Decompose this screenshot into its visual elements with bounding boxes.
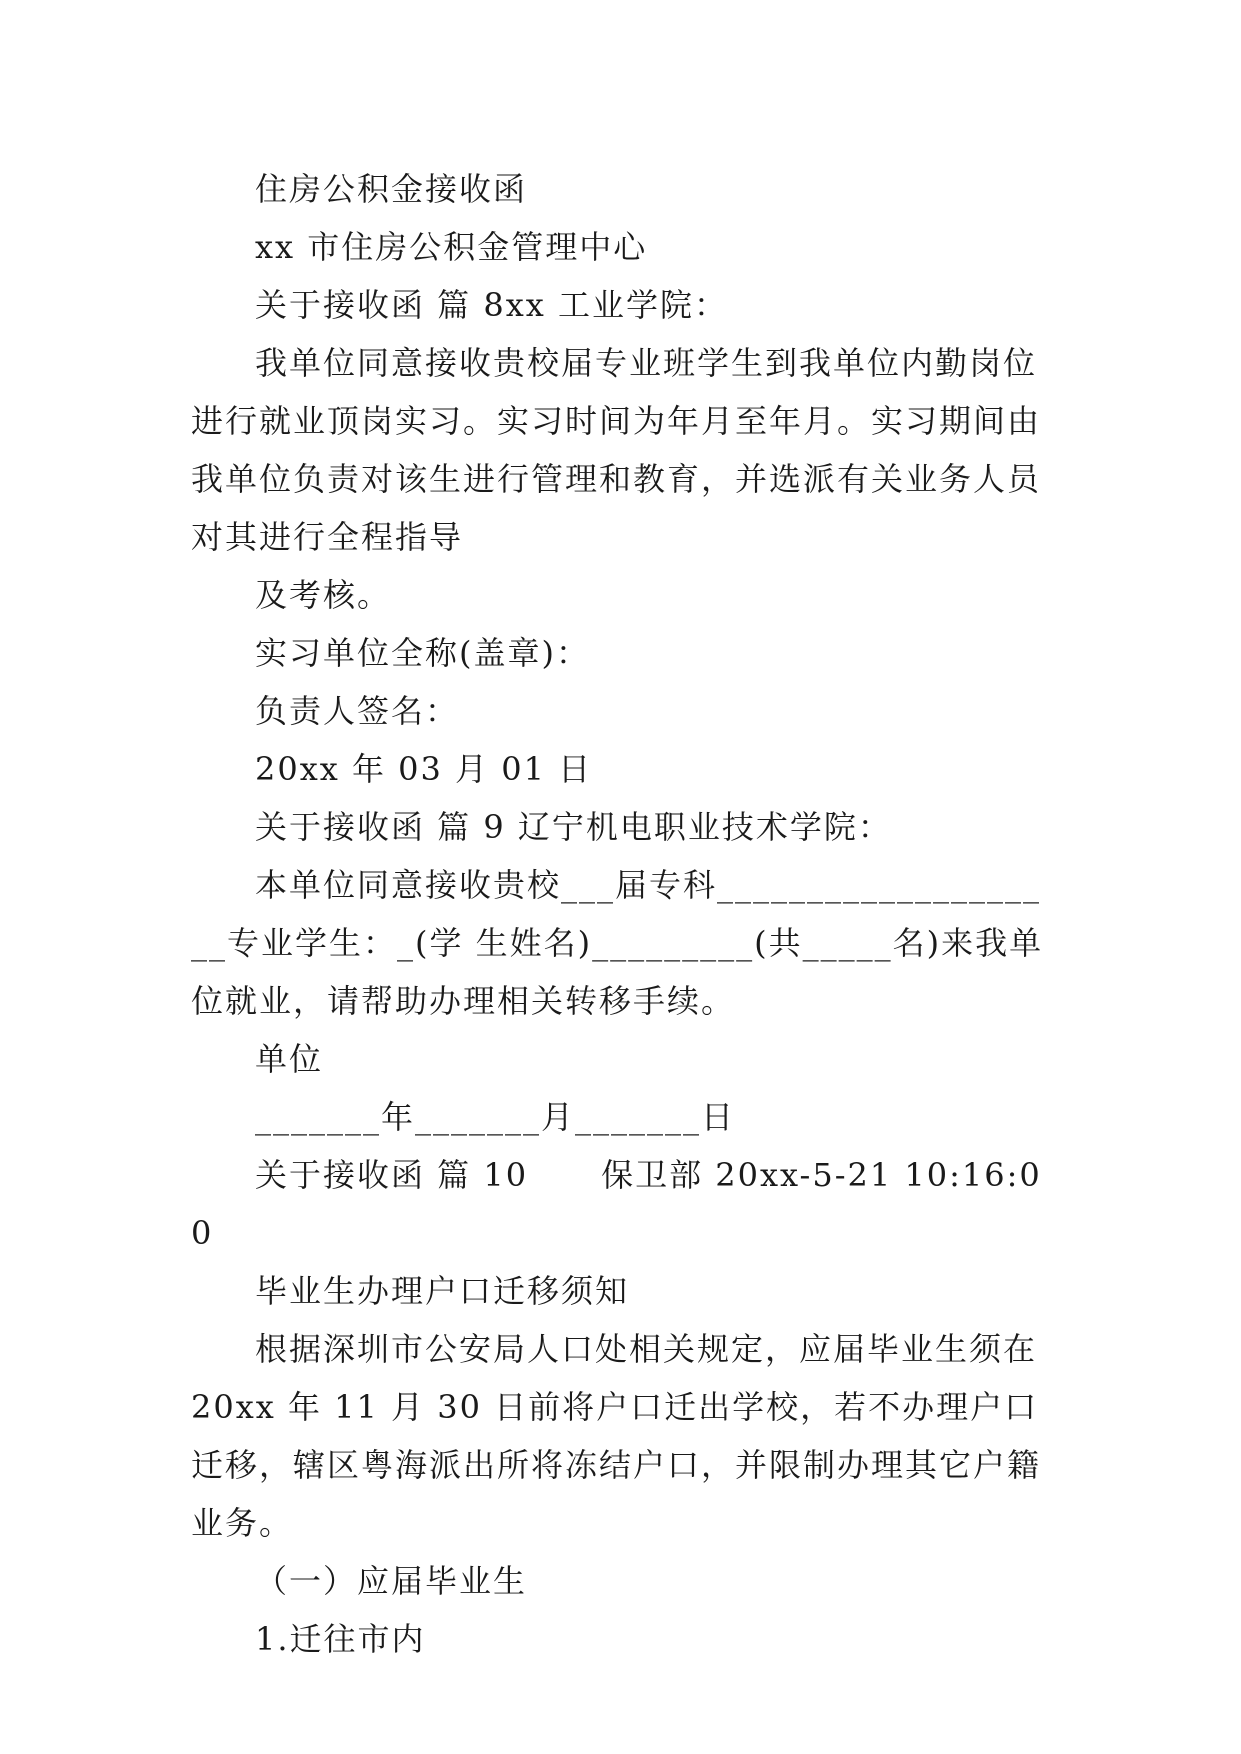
document-body [191,160,1051,1668]
list-item: 1.迁往市内 [255,1620,426,1658]
section-heading-10: 关于接收函 篇 10 保卫部 20xx-5-21 10:16:00 [191,1156,1042,1252]
section-heading-8: 关于接收函 篇 8xx 工业学院： [255,286,728,324]
unit-name-line: 实习单位全称(盖章)： [255,634,590,672]
body-paragraph: 本单位同意接收贵校___届专科____________________专业学生：_(学 生姓名)_________(共_____名)来我单位就业，请帮助办理相关转移手续。 [191,866,1044,1020]
date-line: 20xx 年 03 月 01 日 [255,750,593,788]
unit-line: 单位 [255,1040,324,1078]
doc-title: 住房公积金接收函 [255,170,528,208]
signature-line: 负责人签名： [255,692,460,730]
body-paragraph: 及考核。 [255,576,392,614]
subheading: （一）应届毕业生 [255,1562,528,1600]
body-paragraph: 我单位同意接收贵校届专业班学生到我单位内勤岗位进行就业顶岗实习。实习时间为年月至年月。实习期间由我单位负责对该生进行管理和教育，并选派有关业务人员对其进行全程指导 [191,344,1042,556]
blank-date-line: _______年_______月_______日 [255,1098,736,1136]
section-heading-9: 关于接收函 篇 9 辽宁机电职业技术学院： [255,808,892,846]
notice-title: 毕业生办理户口迁移须知 [255,1272,630,1310]
recipient-line: xx 市住房公积金管理中心 [255,228,648,266]
body-paragraph: 根据深圳市公安局人口处相关规定，应届毕业生须在 20xx 年 11 月 30 日前将户口迁出学校，若不办理户口迁移，辖区粤海派出所将冻结户口，并限制办理其它户籍业务。 [191,1330,1050,1542]
